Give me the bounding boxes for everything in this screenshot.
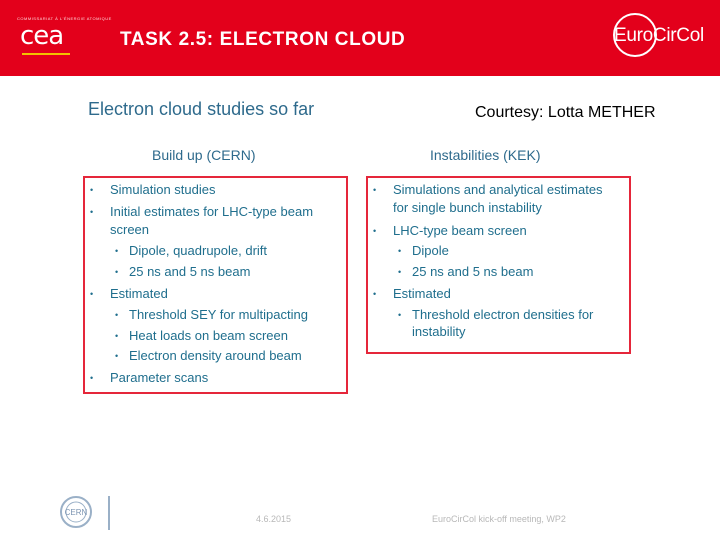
cern-logo: [58, 494, 94, 530]
cern-logo-text: CERN: [64, 508, 88, 517]
list-item: Threshold electron densities for: [412, 307, 594, 322]
list-item: for single bunch instability: [393, 200, 542, 215]
cea-logo-underline: [22, 53, 70, 55]
list-item: Estimated: [110, 286, 168, 301]
cea-logo: [14, 12, 112, 62]
column-header-cern: Build up (CERN): [152, 147, 256, 163]
bullet: •: [90, 185, 94, 195]
list-item: 25 ns and 5 ns beam: [129, 264, 251, 279]
list-item: Simulations and analytical estimates: [393, 182, 603, 197]
eurocircol-logo-text: EuroCirCol: [614, 25, 704, 46]
list-item: Threshold SEY for multipacting: [129, 307, 308, 322]
list-item: Electron density around beam: [129, 348, 302, 363]
eurocircol-logo: [602, 12, 716, 62]
header-bar: [0, 0, 720, 76]
bullet: •: [115, 246, 119, 256]
bullet: •: [90, 373, 94, 383]
bullet: •: [373, 226, 377, 236]
bullet: •: [398, 267, 402, 277]
list-item: instability: [412, 324, 466, 339]
footer-divider: [108, 496, 110, 530]
kek-studies-box: [366, 176, 631, 354]
footer-meeting: EuroCirCol kick-off meeting, WP2: [432, 514, 566, 524]
bullet: •: [115, 351, 119, 361]
footer-date: 4.6.2015: [256, 514, 292, 524]
column-header-kek: Instabilities (KEK): [430, 147, 541, 163]
list-item: screen: [110, 222, 150, 237]
courtesy-note: Courtesy: Lotta METHER: [475, 104, 656, 121]
bullet: •: [373, 185, 377, 195]
list-item: Dipole: [412, 243, 449, 258]
list-item: Simulation studies: [110, 182, 216, 197]
cern-studies-box: [83, 176, 348, 394]
list-item: LHC-type beam screen: [393, 223, 527, 238]
bullet: •: [398, 310, 402, 320]
bullet: •: [115, 331, 119, 341]
bullet: •: [115, 267, 119, 277]
bullet: •: [373, 289, 377, 299]
studies-heading: Electron cloud studies so far: [88, 99, 315, 119]
slide-title: TASK 2.5: ELECTRON CLOUD: [120, 29, 406, 50]
bullet: •: [90, 289, 94, 299]
bullet: •: [398, 246, 402, 256]
list-item: 25 ns and 5 ns beam: [412, 264, 534, 279]
cea-logo-small-text: COMMISSARIAT À L'ÉNERGIE ATOMIQUE: [17, 16, 112, 21]
list-item: Dipole, quadrupole, drift: [129, 243, 268, 258]
bullet: •: [115, 310, 119, 320]
cea-logo-text: cea: [20, 21, 64, 51]
list-item: Estimated: [393, 286, 451, 301]
list-item: Heat loads on beam screen: [129, 328, 288, 343]
bullet: •: [90, 207, 94, 217]
list-item: Parameter scans: [110, 370, 209, 385]
list-item: Initial estimates for LHC-type beam: [110, 204, 314, 219]
